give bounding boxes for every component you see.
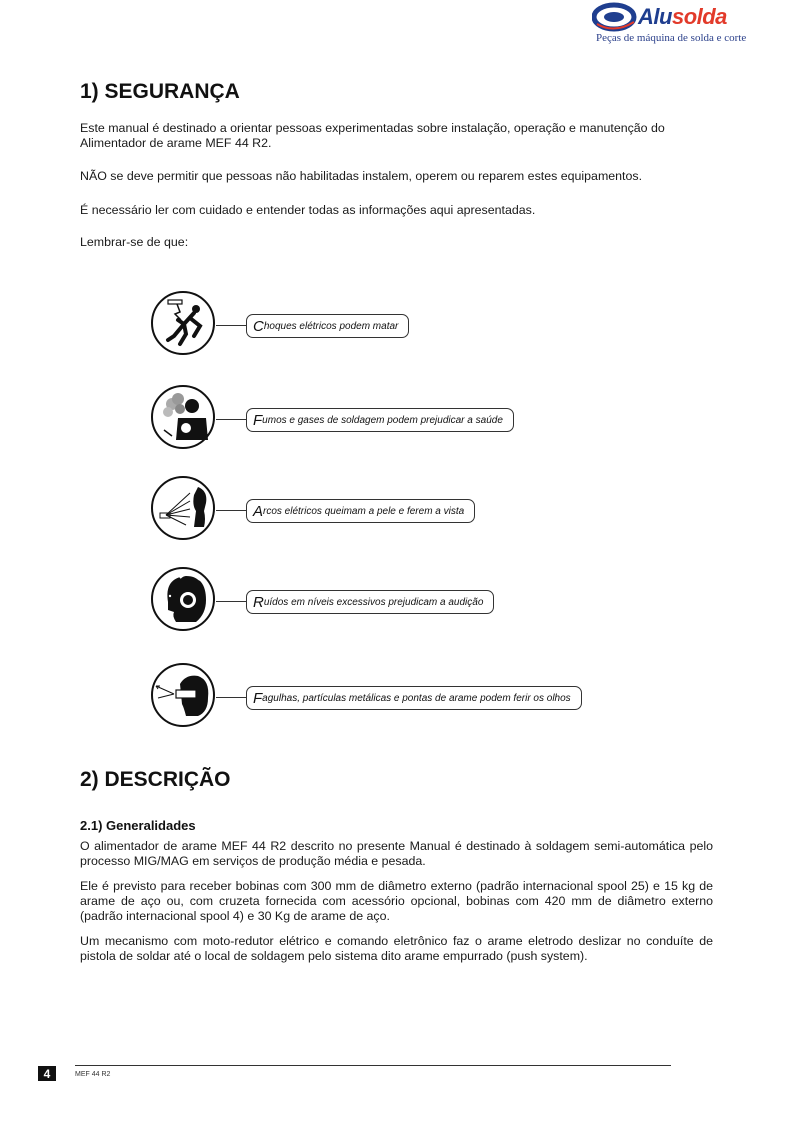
section-title-descricao: 2) DESCRIÇÃO — [80, 768, 231, 791]
paragraph: O alimentador de arame MEF 44 R2 descrito no presente Manual é destinado à soldagem semi-automática pelo processo MIG/MAG em serviços de produção média e pesada. — [80, 839, 713, 868]
subsection-title: 2.1) Generalidades — [80, 818, 196, 833]
fumes-gases-icon — [150, 384, 216, 450]
paragraph: Ele é previsto para receber bobinas com 300 mm de diâmetro externo (padrão internacional spool 25) e 15 kg de arame de aço ou, com cruzeta fornecida com acessório opcional, bobinas com 420 mm de diâmetro externo (padrão internacional spool 4) e 30 Kg de arame de aço. — [80, 879, 713, 923]
paragraph: Este manual é destinado a orientar pessoas experimentadas sobre instalação, operação e manutenção do Alimentador de arame MEF 44 R2. — [80, 121, 665, 150]
paragraph: Um mecanismo com moto-redutor elétrico e comando eletrônico faz o arame eletrodo deslizar no conduíte de pistola de soldar até o local de soldagem pelo sistema dito arame empurrado (push system). — [80, 934, 713, 963]
warning-label: F umos e gases de soldagem podem prejudicar a saúde — [246, 408, 514, 432]
arc-rays-icon — [150, 475, 216, 541]
page-number: 4 — [38, 1066, 56, 1081]
electric-shock-icon — [150, 290, 216, 356]
warning-label: F agulhas, partículas metálicas e pontas de arame podem ferir os olhos — [246, 686, 582, 710]
company-logo — [592, 2, 752, 46]
warning-label: A rcos elétricos queimam a pele e ferem a vista — [246, 499, 475, 523]
warning-label: R uídos em níveis excessivos prejudicam a audição — [246, 590, 494, 614]
paragraph: NÃO se deve permitir que pessoas não habilitadas instalem, operem ou reparem estes equipamentos. — [80, 169, 643, 183]
logo-tagline: Peças de máquina de solda e corte — [596, 32, 747, 44]
warning-item — [150, 290, 630, 360]
warning-label: C hoques elétricos podem matar — [246, 314, 409, 338]
logo-swoosh-icon — [592, 2, 642, 32]
warning-item — [150, 662, 630, 732]
logo-wordmark: Alusolda — [638, 4, 727, 29]
warning-item — [150, 384, 630, 454]
footer-model: MEF 44 R2 — [75, 1071, 111, 1078]
hearing-protection-icon — [150, 566, 216, 632]
warning-item — [150, 566, 630, 636]
warning-item — [150, 475, 630, 545]
paragraph: Lembrar-se de que: — [80, 235, 189, 249]
section-title-seguranca: 1) SEGURANÇA — [80, 80, 240, 103]
footer-divider — [75, 1065, 671, 1066]
paragraph: É necessário ler com cuidado e entender todas as informações aqui apresentadas. — [80, 203, 536, 217]
eye-protection-icon — [150, 662, 216, 728]
